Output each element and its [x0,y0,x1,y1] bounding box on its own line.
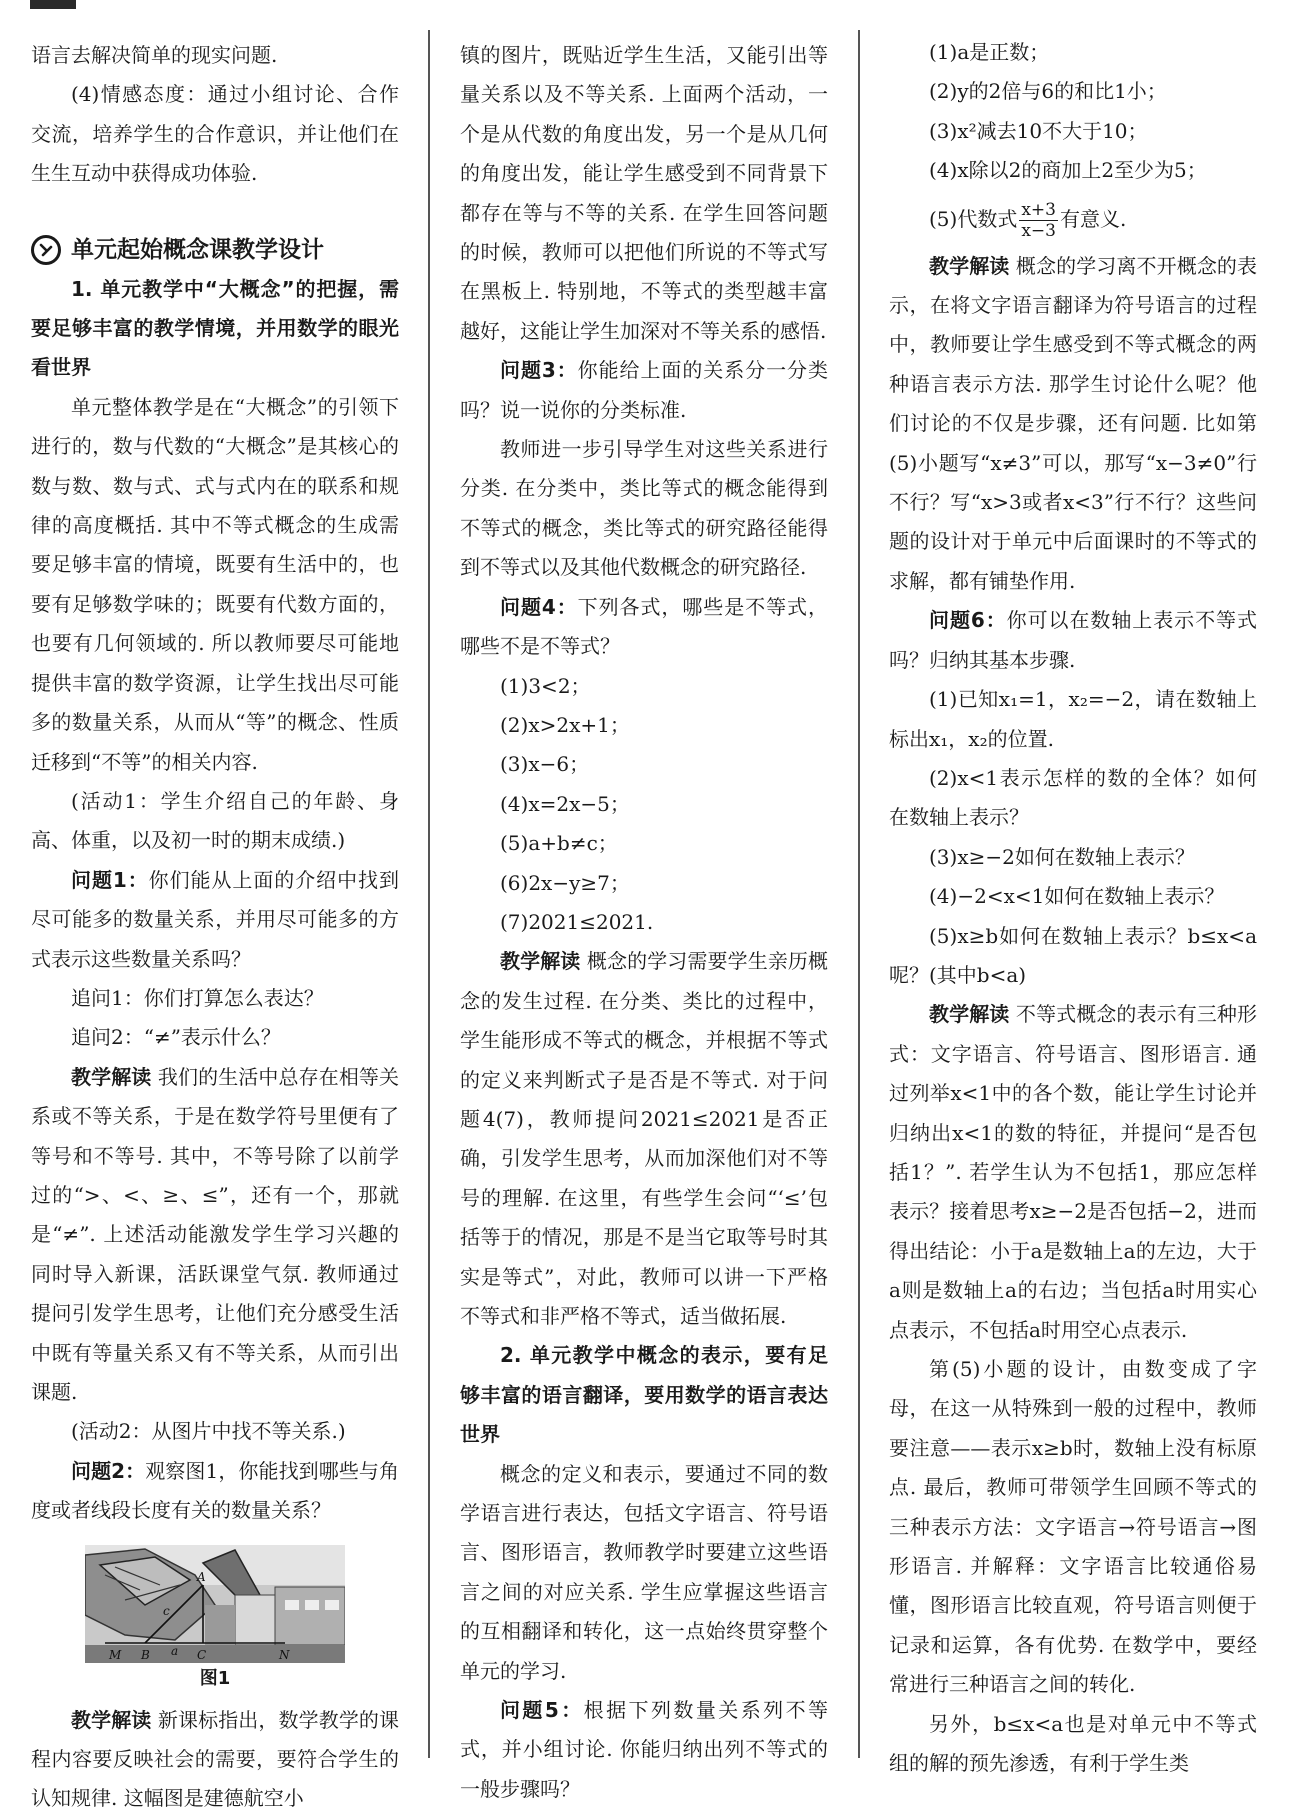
section-heading [31,230,399,270]
question-label: 问题1： [71,867,149,892]
list-item: (2)x<1表示怎样的数的全体？如何在数轴上表示？ [889,765,1257,830]
interpretation-text: 新课标指出，数学教学的课程内容要反映社会的需要，要符合学生的认知规律. 这幅图是建德航空小 [31,1707,400,1811]
question-2 [31,1452,399,1531]
question-label: 问题5： [500,1698,584,1723]
list-item: (4)−2<x<1如何在数轴上表示？ [929,884,1225,909]
interpretation-text: 不等式概念的表示有三种形式：文字语言、符号语言、图形语言. 通过列举x<1中的各个数，能让学生讨论并归纳出x<1的数的特征，并提问“是否包括1？”. 若学生认为不包括1，那应怎样表示？接着思考x≥−2是否包括−2，进而得出结论：小于a是数轴上a的左边，大于a则是数轴上a的右边；当包括a时用实心点表示，不包括a时用空心点表示. [889,1002,1258,1342]
interpretation-label: 教学解读 [71,1064,152,1089]
question-text: 根据下列数量关系列不等式，并小组讨论. 你能归纳出列不等式的一般步骤吗？ [460,1698,828,1801]
point-label-m: M [109,1647,122,1662]
point-label-c: C [197,1647,207,1662]
teaching-interpretation [889,995,1257,1350]
paragraph: 镇的图片，既贴近学生生活，又能引出等量关系以及不等关系. 上面两个活动，一个是从代数的角度出发，另一个是从几何的角度出发，能让学生感受到不同背景下都存在等与不等的关系. 在学生回答问题的时候，教师可以把他们所说的不等式写在黑板上. 特别地，不等式的类型越丰富越好，这能让学生加深对不等关系的感悟. [460,43,828,343]
column-divider [858,30,860,1758]
question-label: 问题2： [71,1458,146,1483]
list-item-prefix: (5)代数式 [929,206,1018,231]
column-3 [889,33,1257,1783]
list-item: (3)x≥−2如何在数轴上表示？ [929,844,1195,869]
paragraph: 单元整体教学是在“大概念”的引领下进行的，数与代数的“大概念”是其核心的数与数、数与式、式与式内在的联系和规律的高度概括. 其中不等式概念的生成需要足够丰富的情境，既要有生活中的，也要有足够数学味的；既要有代数方面的，也要有几何领域的. 所以教师要尽可能地提供丰富的数学资源，让学生找出尽可能多的数量关系，从而从“等”的概念、性质迁移到“不等”的相关内容. [31,394,399,774]
paragraph: 第(5)小题的设计，由数变成了字母，在这一从特殊到一般的过程中，教师要注意——表示x≥b时，数轴上没有标原点. 最后，教师可带领学生回顾不等式的三种表示方法：文字语言→符号语言→图形语言. 并解释：文字语言比较通俗易懂，图形语言比较直观，符号语言则便于记录和运算，各有优势. 在数学中，要经常进行三种语言之间的转化. [889,1357,1257,1697]
question-text: 下列各式，哪些是不等式，哪些不是不等式？ [460,594,828,659]
point-label-b: B [141,1647,150,1662]
point-label-n: N [279,1647,290,1662]
list-item: (1)已知x₁=1，x₂=−2，请在数轴上标出x₁，x₂的位置. [889,687,1257,751]
side-label-a: a [171,1643,179,1658]
interpretation-label: 教学解读 [929,253,1010,278]
list-item: (4)x除以2的商加上2至少为5； [929,158,1207,183]
list-item: (6)2x−y≥7； [500,870,630,895]
subsection-heading: 1. 单元教学中“大概念”的把握，需要足够丰富的教学情境，并用数学的眼光看世界 [31,276,399,380]
section-title: 单元起始概念课教学设计 [71,236,324,263]
list-item: (2)x>2x+1； [500,712,630,737]
question-6 [889,601,1257,680]
list-item: (1)a是正数； [929,40,1050,64]
figure-caption: 图1 [199,1667,231,1689]
paragraph: 另外，b≤x<a也是对单元中不等式组的解的预先渗透，有利于学生类 [889,1711,1257,1776]
list-item: (5)x≥b如何在数轴上表示？b≤x<a呢？(其中b<a) [889,923,1257,987]
question-4 [460,588,828,667]
interpretation-label: 教学解读 [929,1002,1010,1027]
fraction-denominator: x−3 [1021,220,1056,241]
section-marker-icon [31,235,61,265]
paragraph: 语言去解决简单的现实问题. [31,43,278,67]
teaching-interpretation [31,1701,399,1819]
interpretation-label: 教学解读 [71,1707,152,1732]
question-label: 问题3： [500,358,578,383]
point-label-a: A [197,1569,206,1584]
list-item: (3)x²减去10不大于10； [929,118,1148,143]
list-item: (2)y的2倍与6的和比1小； [929,79,1167,104]
subsection-heading: 2. 单元教学中概念的表示，要有足够丰富的语言翻译，要用数学的语言表达世界 [460,1343,828,1447]
list-item-suffix: 有意义. [1060,206,1127,231]
aviation-town-photo [85,1545,345,1663]
paragraph: 概念的定义和表示，要通过不同的数学语言进行表达，包括文字语言、符号语言、图形语言，教师教学时要建立这些语言之间的对应关系. 学生应掌握这些语言的互相翻译和转化，这一点始终贯穿整个单元的学习. [460,1461,828,1683]
activity-note: (活动1：学生介绍自己的年龄、身高、体重，以及初一时的期末成绩.) [31,788,399,853]
question-label: 问题4： [500,594,578,619]
interpretation-label: 教学解读 [500,949,581,974]
question-5 [460,1691,828,1809]
fraction-numerator: x+3 [1021,199,1056,220]
list-item: (7)2021≤2021. [500,909,654,934]
question-label: 问题6： [929,608,1007,633]
paragraph: (4)情感态度：通过小组讨论、合作交流，培养学生的合作意识，并让他们在生生互动中获得成功体验. [31,82,399,186]
column-1 [31,36,399,1819]
paragraph: 教师进一步引导学生对这些关系进行分类. 在分类中，类比等式的概念能得到不等式的概念，类比等式的研究路径能得到不等式以及其他代数概念的研究路径. [460,437,828,580]
interpretation-text: 我们的生活中总存在相等关系或不等关系，于是在数学符号里便有了等号和不等号. 其中，不等号除了以前学过的“>、<、≥、≤”，还有一个，那就是“≠”. 上述活动能激发学生学习兴趣的同时导入新课，活跃课堂气氛. 教师通过提问引发学生思考，让他们充分感受生活中既有等量关系又有不等关系，从而引出课题. [31,1064,400,1404]
list-item: (3)x−6； [500,752,590,777]
interpretation-text: 概念的学习需要学生亲历概念的发生过程. 在分类、类比的过程中，学生能形成不等式的概念，并根据不等式的定义来判断式子是否是不等式. 对于问题4(7)，教师提问2021≤2021是否正确，引发学生思考，从而加深他们对不等号的理解. 在这里，有些学生会问“‘≤’包括等于的情况，那是不是当它取等号时其实是等式”，对此，教师可以讲一下严格不等式和非严格不等式，适当做拓展. [460,949,829,1328]
teaching-interpretation [889,247,1257,602]
question-text: 你可以在数轴上表示不等式吗？归纳其基本步骤. [889,608,1257,672]
question-text: 你们能从上面的介绍中找到尽可能多的数量关系，并用尽可能多的方式表示这些数量关系吗？ [31,867,399,971]
side-label-c: c [163,1603,170,1618]
list-item [889,191,1257,247]
page-corner-tab [30,0,76,9]
list-item: (4)x=2x−5； [500,791,630,816]
list-item: (1)3<2； [500,673,591,698]
question-1 [31,861,399,979]
question-text: 观察图1，你能找到哪些与角度或者线段长度有关的数量关系？ [31,1458,399,1523]
figure-1 [31,1545,399,1695]
column-divider [428,30,430,1758]
follow-up-2: 追问2：“≠”表示什么？ [71,1025,281,1050]
list-item: (5)a+b≠c； [500,831,618,856]
activity-note: (活动2：从图片中找不等关系.) [71,1419,346,1444]
question-3 [460,351,828,430]
column-2 [460,36,828,1809]
interpretation-text: 概念的学习离不开概念的表示，在将文字语言翻译为符号语言的过程中，教师要让学生感受到不等式概念的两种语言表示方法. 那学生讨论什么呢？他们讨论的不仅是步骤，还有问题. 比如第(5)小题写“x≠3”可以，那写“x−3≠0”行不行？写“x>3或者x<3”行不行？这些问题的设计对于单元中后面课时的不等式的求解，都有铺垫作用. [889,253,1258,593]
question-text: 你能给上面的关系分一分类吗？说一说你的分类标准. [460,358,828,422]
teaching-interpretation [31,1058,399,1413]
fraction [1019,200,1058,241]
teaching-interpretation [460,942,828,1336]
follow-up-1: 追问1：你们打算怎么表达？ [71,985,324,1010]
